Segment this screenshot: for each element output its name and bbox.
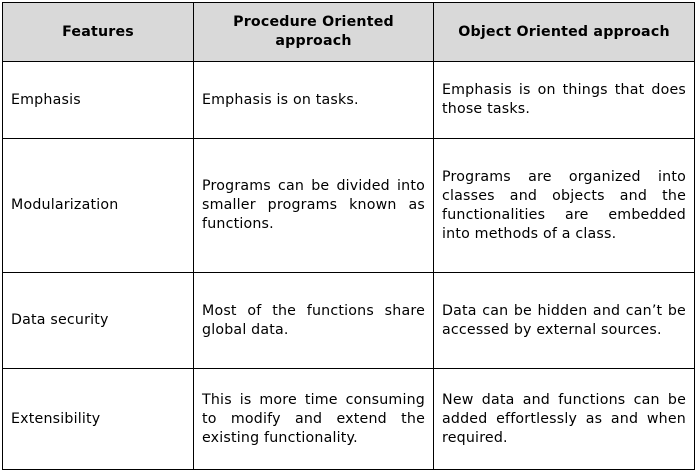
table-row [3,273,695,369]
object-cell: Programs are organized into classes and objects and the functionalities are embedded into methods of a class. [434,139,695,273]
header-features: Features [3,3,194,62]
header-procedure-oriented: Procedure Oriented approach [194,3,434,62]
header-object-oriented: Object Oriented approach [434,3,695,62]
procedure-cell: Most of the functions share global data. [194,273,434,369]
table-row [3,139,695,273]
feature-cell: Extensibility [3,369,194,470]
feature-cell: Data security [3,273,194,369]
feature-cell: Modularization [3,139,194,273]
object-cell: Data can be hidden and can’t be accessed by external sources. [434,273,695,369]
object-cell: Emphasis is on things that does those tasks. [434,62,695,139]
object-cell: New data and functions can be added effortlessly as and when required. [434,369,695,470]
table-row [3,369,695,470]
procedure-cell: This is more time consuming to modify and extend the existing functionality. [194,369,434,470]
procedure-cell: Emphasis is on tasks. [194,62,434,139]
table-row [3,62,695,139]
comparison-table [2,2,695,470]
procedure-cell: Programs can be divided into smaller programs known as functions. [194,139,434,273]
header-row [3,3,695,62]
feature-cell: Emphasis [3,62,194,139]
